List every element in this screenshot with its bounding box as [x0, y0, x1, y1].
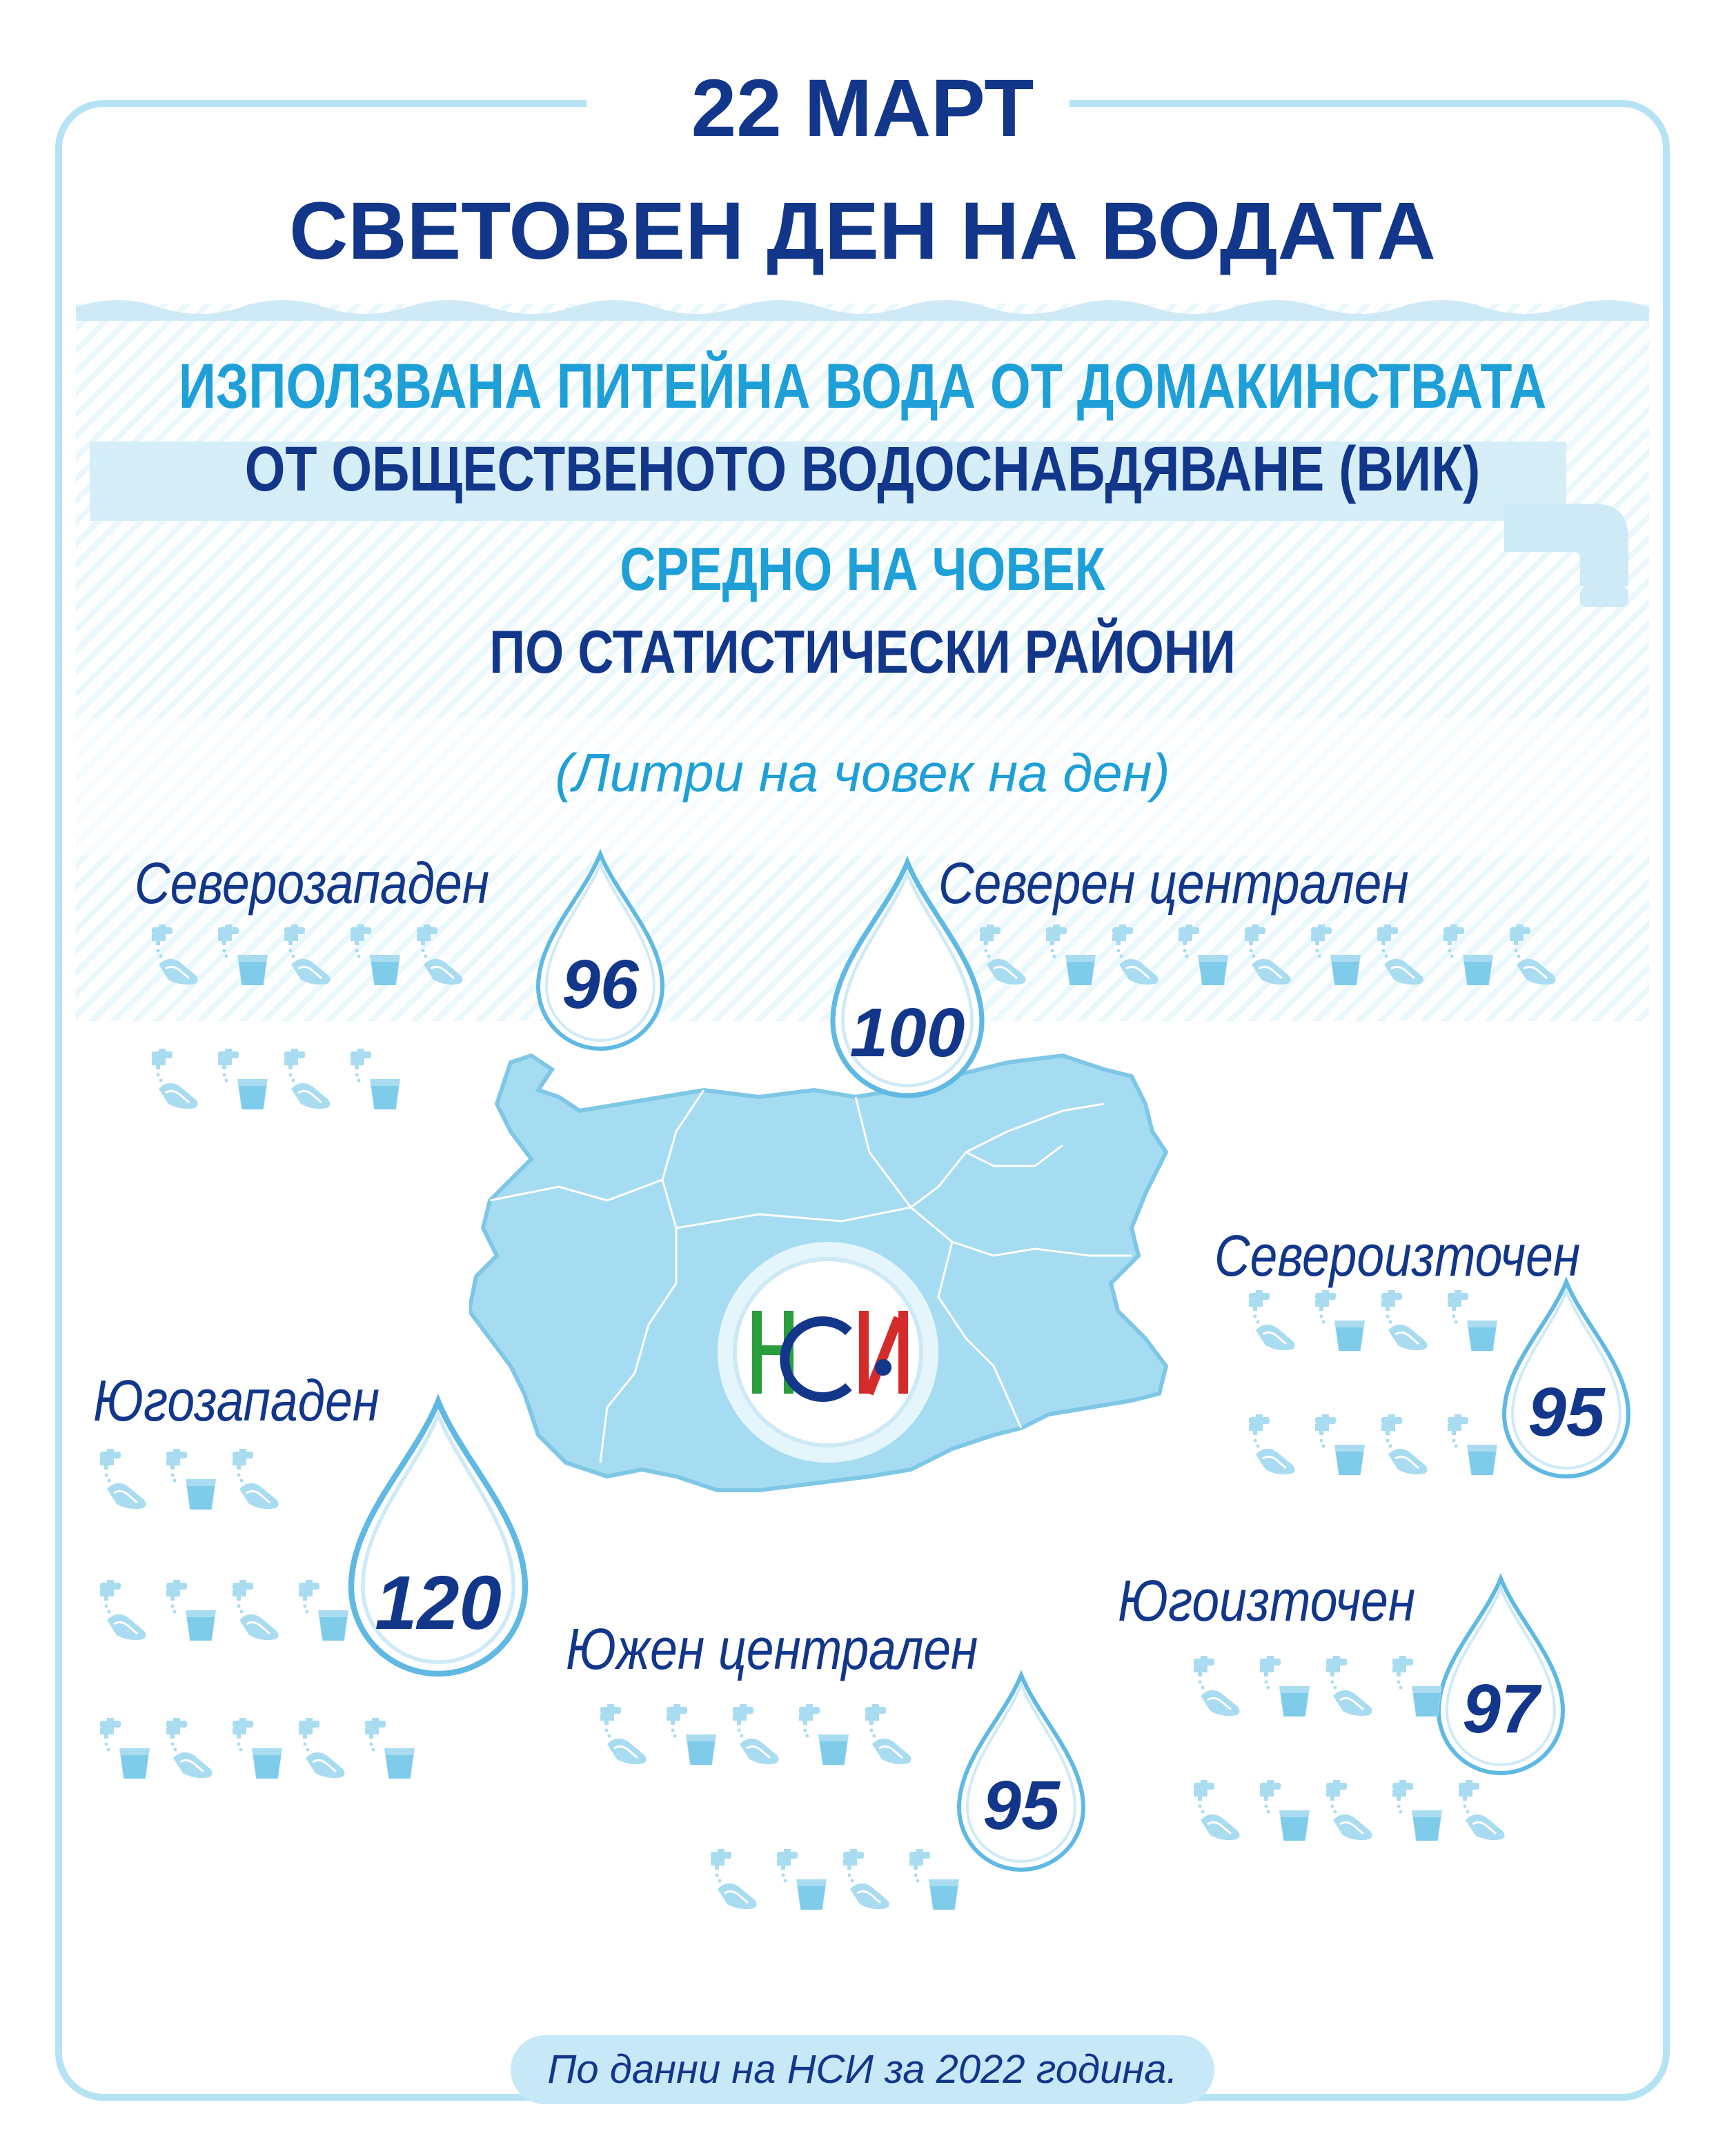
page-title: СВЕТОВЕН ДЕН НА ВОДАТА — [289, 186, 1436, 277]
unit-label: (Литри на човек на ден) — [555, 742, 1170, 803]
water-icon-group — [973, 924, 1565, 987]
tap-hands-icon — [292, 1718, 354, 1780]
tap-glass-icon — [159, 1449, 221, 1511]
tap-hands-icon — [1319, 1656, 1381, 1718]
region-label-north-central: Северен централен — [938, 851, 1409, 916]
tap-hands-icon — [410, 924, 472, 987]
water-icon-group — [1187, 1656, 1448, 1718]
tap-glass-icon — [1308, 1290, 1370, 1352]
tap-hands-icon — [973, 924, 1035, 987]
drop-icon — [1432, 1573, 1570, 1780]
tap-glass-icon — [770, 1849, 832, 1911]
region-value-south-central: 95 — [983, 1767, 1060, 1844]
tap-hands-icon — [226, 1580, 288, 1642]
water-icon-group — [93, 1580, 354, 1642]
tap-glass-icon — [1172, 924, 1234, 987]
tap-glass-icon — [211, 924, 273, 987]
tap-hands-icon — [1503, 924, 1565, 987]
tap-glass-icon — [211, 1049, 273, 1111]
tap-hands-icon — [159, 1718, 221, 1780]
water-icon-group — [593, 1704, 920, 1766]
region-label-southwest: Югозападен — [93, 1368, 380, 1433]
tap-hands-icon — [1242, 1290, 1304, 1352]
drop-icon — [825, 856, 990, 1104]
tap-glass-icon — [226, 1718, 288, 1780]
water-icon-group — [145, 924, 472, 987]
tap-hands-icon — [704, 1849, 766, 1911]
water-icon-group — [1187, 1780, 1514, 1842]
tap-glass-icon — [1304, 924, 1366, 987]
tap-hands-icon — [1319, 1780, 1381, 1842]
tap-glass-icon — [1441, 1414, 1503, 1476]
tap-glass-icon — [159, 1580, 221, 1642]
tap-hands-icon — [1238, 924, 1300, 987]
tap-hands-icon — [726, 1704, 788, 1766]
tap-hands-icon — [145, 924, 207, 987]
date-title: 22 МАРТ — [691, 63, 1034, 154]
region-value-northwest: 96 — [562, 946, 639, 1023]
tap-glass-icon — [1386, 1656, 1448, 1718]
drop-icon — [952, 1670, 1090, 1877]
tap-glass-icon — [1308, 1414, 1370, 1476]
tap-hands-icon — [1452, 1780, 1514, 1842]
tap-hands-icon — [1242, 1414, 1304, 1476]
tap-glass-icon — [292, 1580, 354, 1642]
region-label-south-central: Южен централен — [566, 1616, 978, 1681]
tap-hands-icon — [1187, 1780, 1249, 1842]
region-value-northeast: 95 — [1528, 1374, 1605, 1451]
water-icon-group — [145, 1049, 406, 1111]
tap-glass-icon — [1437, 924, 1499, 987]
subtitle-line-2: ОТ ОБЩЕСТВЕНОТО ВОДОСНАБДЯВАНЕ (ВИК) — [244, 434, 1481, 504]
drop-icon — [342, 1394, 535, 1683]
tap-glass-icon — [1253, 1780, 1315, 1842]
tap-glass-icon — [344, 1049, 406, 1111]
tap-glass-icon — [1039, 924, 1101, 987]
tap-glass-icon — [1253, 1656, 1315, 1718]
tap-hands-icon — [858, 1704, 920, 1766]
water-icon-group — [93, 1449, 288, 1511]
region-value-southwest: 120 — [375, 1561, 502, 1645]
tap-glass-icon — [1386, 1780, 1448, 1842]
tap-hands-icon — [1374, 1290, 1437, 1352]
tap-hands-icon — [277, 1049, 339, 1111]
tap-hands-icon — [593, 1704, 656, 1766]
region-label-northeast: Североизточен — [1214, 1223, 1581, 1288]
region-label-southeast: Югоизточен — [1118, 1568, 1416, 1633]
tap-hands-icon — [93, 1449, 155, 1511]
region-value-north-central: 100 — [849, 994, 965, 1071]
tap-hands-icon — [93, 1580, 155, 1642]
water-icon-group — [93, 1718, 420, 1780]
tap-glass-icon — [358, 1718, 420, 1780]
water-icon-group — [1242, 1290, 1503, 1476]
water-wave — [76, 293, 1649, 321]
tap-hands-icon — [145, 1049, 207, 1111]
tap-glass-icon — [903, 1849, 965, 1911]
tap-glass-icon — [660, 1704, 722, 1766]
tap-hands-icon — [1374, 1414, 1437, 1476]
tap-hands-icon — [1370, 924, 1432, 987]
tap-hands-icon — [1187, 1656, 1249, 1718]
tap-hands-icon — [226, 1449, 288, 1511]
drop-icon — [1497, 1276, 1635, 1483]
drop-icon — [531, 849, 669, 1056]
subtitle-line-4: ПО СТАТИСТИЧЕСКИ РАЙОНИ — [489, 617, 1236, 686]
tap-glass-icon — [93, 1718, 155, 1780]
region-label-northwest: Северозападен — [135, 851, 490, 916]
region-value-southeast: 97 — [1462, 1670, 1539, 1748]
subtitle-line-1: ИЗПОЛЗВАНА ПИТЕЙНА ВОДА ОТ ДОМАКИНСТВАТА — [178, 351, 1547, 422]
tap-hands-icon — [836, 1849, 898, 1911]
tap-hands-icon — [1105, 924, 1167, 987]
subtitle-line-3: СРЕДНО НА ЧОВЕК — [620, 535, 1105, 603]
nsi-logo — [711, 1235, 945, 1470]
tap-hands-icon — [277, 924, 339, 987]
water-icon-group — [704, 1849, 965, 1911]
source-footer: По данни на НСИ за 2022 година. — [511, 2035, 1214, 2104]
tap-glass-icon — [792, 1704, 854, 1766]
tap-glass-icon — [1441, 1290, 1503, 1352]
tap-glass-icon — [344, 924, 406, 987]
